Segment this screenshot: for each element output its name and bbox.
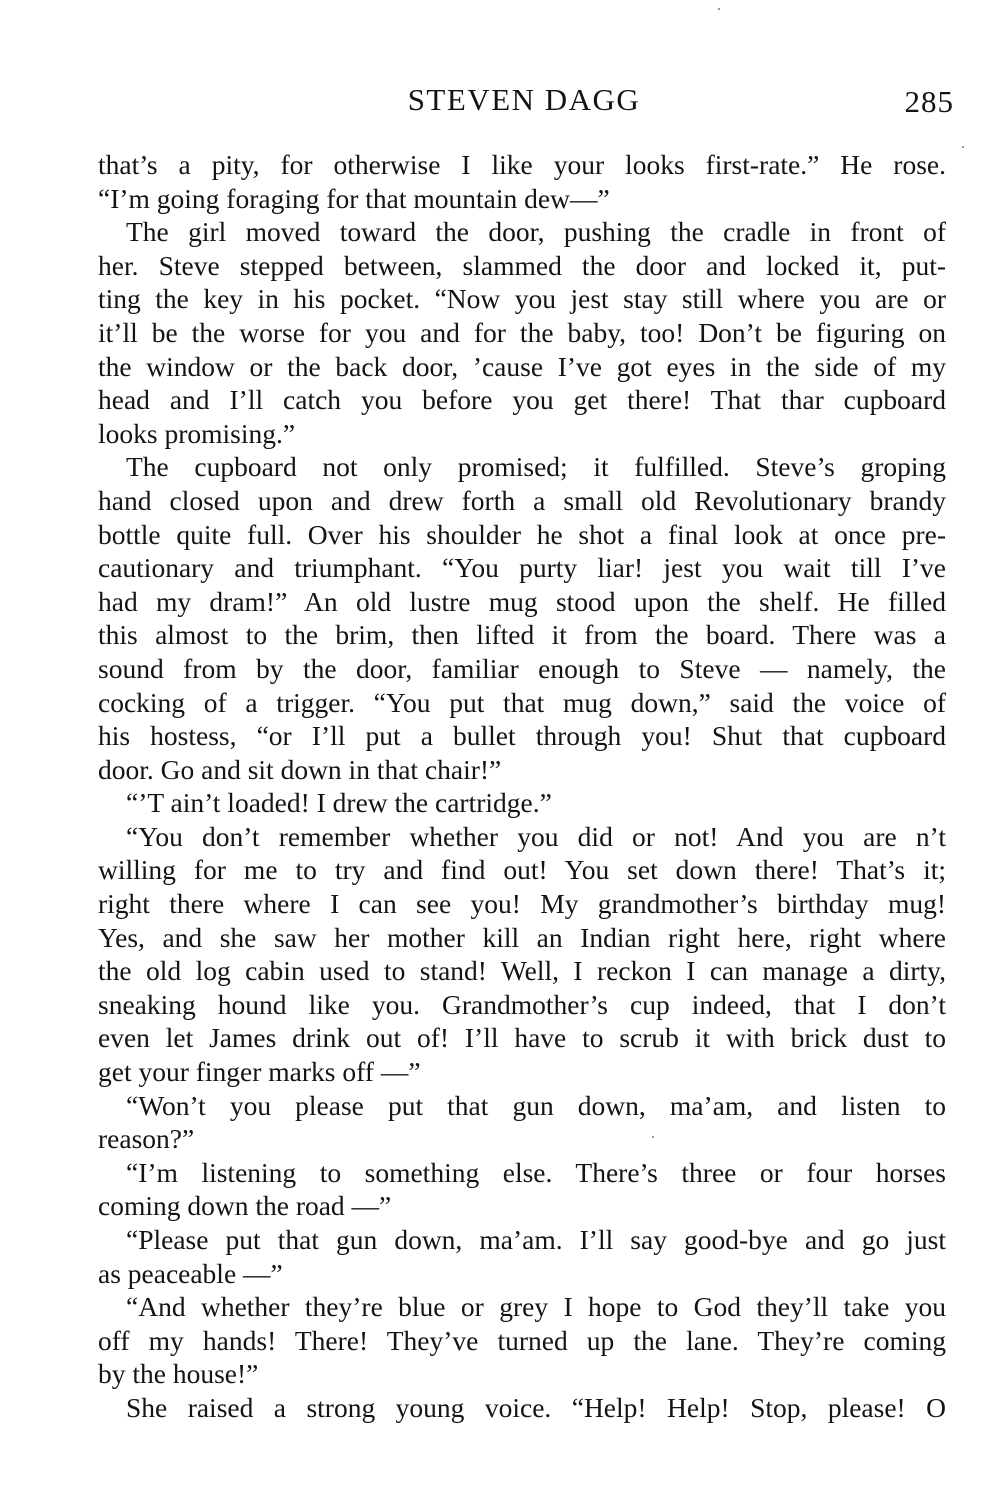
text-line: looks promising.” <box>98 417 296 449</box>
text-line: willing for me to try and find out! You set down there! That’s it; <box>98 854 946 886</box>
running-title: STEVEN DAGG <box>407 82 641 117</box>
text-line: her. Steve stepped between, slammed the door and locked it, put- <box>98 249 946 281</box>
text-line: even let James drink out of! I’ll have to scrub it with brick dust to <box>98 1022 946 1054</box>
text-line: She raised a strong young voice. “Help! Help! Stop, please! O <box>126 1391 946 1423</box>
text-line: head and I’ll catch you before you get there! That thar cupboard <box>98 384 946 416</box>
text-line: “Please put that gun down, ma’am. I’ll say good-bye and go just <box>126 1224 946 1255</box>
text-line: reason?” <box>98 1123 195 1155</box>
scan-speck <box>652 1136 654 1138</box>
text-line: cautionary and triumphant. “You purty liar! jest you wait till I’ve <box>98 552 946 584</box>
text-line: door. Go and sit down in that chair!” <box>98 753 502 785</box>
text-line: ting the key in his pocket. “Now you jest stay still where you are or <box>98 283 946 315</box>
text-line: Yes, and she saw her mother kill an Indian right here, right where <box>98 921 946 953</box>
text-line: this almost to the brim, then lifted it from the board. There was a <box>98 619 946 651</box>
text-line: coming down the road —” <box>98 1190 392 1222</box>
text-line: off my hands! There! They’ve turned up the lane. They’re coming <box>98 1324 946 1356</box>
text-line: “Won’t you please put that gun down, ma’am, and listen to <box>126 1089 946 1121</box>
text-line: it’ll be the worse for you and for the baby, too! Don’t be figuring on <box>98 316 946 348</box>
text-line: the old log cabin used to stand! Well, I reckon I can manage a dirty, <box>98 955 946 987</box>
text-line: that’s a pity, for otherwise I like your looks first-rate.” He rose. <box>98 149 946 180</box>
text-line: his hostess, “or I’ll put a bullet through you! Shut that cupboard <box>98 720 946 752</box>
text-line: the window or the back door, ’cause I’ve got eyes in the side of my <box>98 350 946 382</box>
text-line: as peaceable —” <box>98 1257 283 1289</box>
text-line: “I’m going foraging for that mountain dew—” <box>98 182 610 214</box>
text-line: “And whether they’re blue or grey I hope to God they’ll take you <box>126 1291 946 1323</box>
text-line: The cupboard not only promised; it fulfilled. Steve’s groping <box>126 451 946 483</box>
scan-speck <box>962 146 964 148</box>
page-header <box>98 80 954 130</box>
text-line: had my dram!” An old lustre mug stood upon the shelf. He filled <box>98 585 946 617</box>
page-number: 285 <box>904 84 954 119</box>
text-line: “I’m listening to something else. There’s three or four horses <box>126 1156 946 1188</box>
text-line: sneaking hound like you. Grandmother’s cup indeed, that I don’t <box>98 988 946 1020</box>
body-text <box>98 148 946 1425</box>
text-line: cocking of a trigger. “You put that mug down,” said the voice of <box>98 686 946 718</box>
text-line: “You don’t remember whether you did or not! And you are n’t <box>126 820 946 852</box>
text-line: right there where I can see you! My grandmother’s birthday mug! <box>98 888 946 920</box>
text-line: by the house!” <box>98 1358 259 1390</box>
text-line: hand closed upon and drew forth a small old Revolutionary brandy <box>98 484 946 516</box>
text-line: get your finger marks off —” <box>98 1056 421 1088</box>
text-line: “’T ain’t loaded! I drew the cartridge.” <box>126 787 552 819</box>
text-line: bottle quite full. Over his shoulder he shot a final look at once pre- <box>98 518 946 550</box>
text-line: sound from by the door, familiar enough to Steve — namely, the <box>98 652 946 684</box>
text-line: The girl moved toward the door, pushing the cradle in front of <box>126 216 946 248</box>
scan-speck <box>718 8 720 10</box>
